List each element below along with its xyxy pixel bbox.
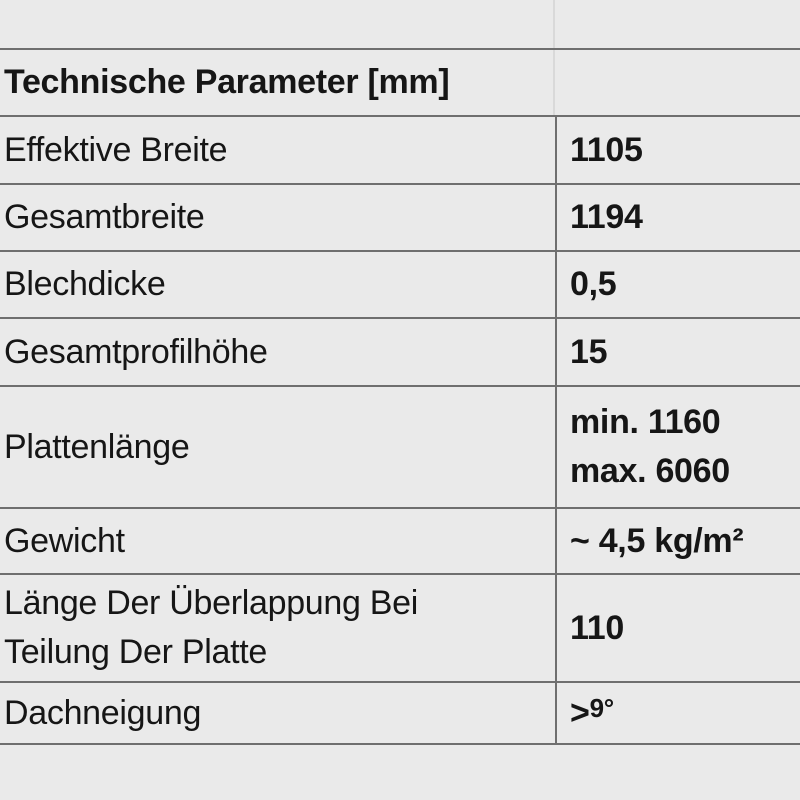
row-label-line-2: Teilung Der Platte: [4, 633, 267, 671]
row-value: 0,5: [570, 265, 617, 304]
row-value-prefix: >: [570, 693, 590, 732]
table-row-effektive-breite: [0, 117, 800, 185]
row-value-min: min. 1160: [570, 403, 721, 442]
table-title: Technische Parameter [mm]: [4, 63, 450, 101]
table-header-row: [0, 50, 800, 117]
table-row-ueberlappung: [0, 575, 800, 683]
table-row-gesamtprofilhoehe: [0, 319, 800, 387]
row-label: Dachneigung: [4, 693, 202, 732]
row-label: Blechdicke: [4, 265, 166, 304]
technical-parameters-table: [0, 48, 800, 745]
table-row-dachneigung: [0, 683, 800, 745]
row-label: Gewicht: [4, 521, 125, 560]
table-row-blechdicke: [0, 252, 800, 319]
row-label: Plattenlänge: [4, 427, 190, 466]
row-label: Effektive Breite: [4, 130, 228, 169]
row-value: 15: [570, 332, 608, 371]
row-label: Gesamtprofilhöhe: [4, 332, 268, 371]
row-value: 1105: [570, 130, 643, 169]
table-row-gewicht: [0, 509, 800, 575]
row-value-superscript: 9°: [589, 692, 614, 723]
row-value: [570, 689, 800, 738]
row-value: 110: [570, 608, 624, 647]
row-label-line-1: Länge Der Überlappung Bei: [4, 584, 419, 623]
table-row-plattenlaenge: [0, 387, 800, 509]
row-value: ~ 4,5 kg/m²: [570, 521, 744, 560]
row-value-max: max. 6060: [570, 452, 730, 490]
row-value: 1194: [570, 198, 643, 237]
table-row-gesamtbreite: [0, 185, 800, 252]
row-label: Gesamtbreite: [4, 198, 205, 237]
